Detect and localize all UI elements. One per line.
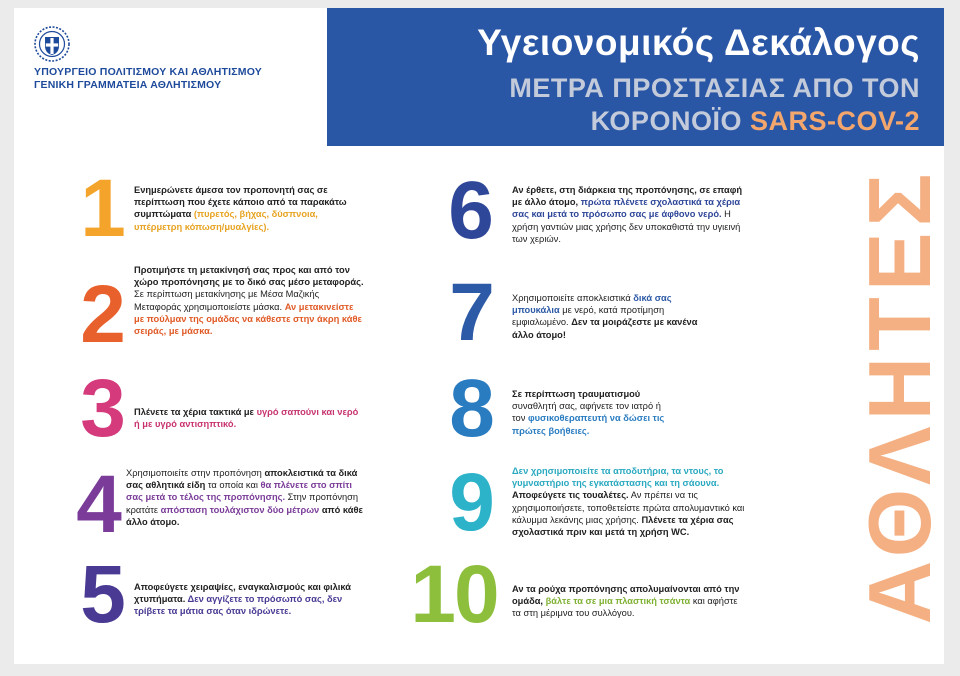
rule-number-8: 8 xyxy=(449,363,495,454)
rule-2-segment: Σε περίπτωση μετακίνησης με Μέσα Μαζικής Μεταφοράς χρησιμοποιείστε μάσκα. xyxy=(134,289,320,312)
rule-text-2 xyxy=(134,264,366,337)
rule-8-segment: φυσικοθεραπευτή να δώσει τις πρώτες βοήθειες. xyxy=(512,413,665,436)
rule-4-segment: αποκλειστικά τα δικά σας αθλητικά είδη xyxy=(126,468,358,491)
rule-number-4: 4 xyxy=(76,459,122,550)
subtitle-line-1: ΜΕΤΡΑ ΠΡΟΣΤΑΣΙΑΣ ΑΠΟ ΤΟΝ xyxy=(509,73,920,103)
rule-4-segment: Χρησιμοποιείτε στην προπόνηση xyxy=(126,468,265,478)
rule-7-segment: με νερό, κατά προτίμηση εμφιαλωμένο. xyxy=(512,305,665,328)
rule-6-segment: πρώτα πλένετε σχολαστικά τα χέρια σας και μετά το πρόσωπο σας με άφθονο νερό. xyxy=(512,197,741,220)
rule-4-segment: Στην προπόνηση κρατάτε xyxy=(126,492,359,515)
rule-text-4 xyxy=(126,467,370,528)
ministry-line-2: ΓΕΝΙΚΗ ΓΡΑΜΜΑΤΕΙΑ ΑΘΛΗΤΙΣΜΟΥ xyxy=(34,79,222,91)
rule-5-segment: Αποφεύγετε χειραψίες, εναγκαλισμούς και φιλικά χτυπήματα. xyxy=(134,582,351,605)
rule-5-segment: Δεν αγγίζετε το πρόσωπό σας, δεν τρίβετε τα μάτια σας όταν ιδρώνετε. xyxy=(134,594,343,617)
rule-3-segment: υγρό σαπούνι και νερό ή με υγρό αντισηπτικό. xyxy=(134,407,359,430)
rule-6-segment: Αν έρθετε, στη διάρκεια της προπόνησης, σε επαφή με άλλο άτομο, xyxy=(512,185,743,208)
rule-7-segment: δικά σας μπουκάλια xyxy=(512,293,672,316)
rule-4-segment: τα οποία και xyxy=(205,480,261,491)
rule-number-1: 1 xyxy=(80,163,126,254)
poster xyxy=(14,8,949,664)
rule-text-6 xyxy=(512,184,746,245)
rule-9-segment: Αν πρέπει να τις χρησιμοποιήσετε, τοποθετείστε πρώτα απολυμαντικό και κάλυμμα λεκάνης μιας χρήσης. xyxy=(512,490,745,525)
rule-number-6: 6 xyxy=(448,165,494,256)
rule-4-segment: απόσταση τουλάχιστον δύο μέτρων xyxy=(160,504,320,515)
rule-3-segment: Πλένετε τα χέρια τακτικά με xyxy=(134,407,257,417)
rule-text-8 xyxy=(512,388,668,437)
rule-number-10: 10 xyxy=(410,549,498,640)
rule-4-segment: θα πλένετε στο σπίτι σας μετά το τέλος της προπόνησης. xyxy=(126,480,352,503)
rule-8-segment: συναθλητή σας, αφήνετε τον ιατρό ή τον xyxy=(512,401,661,424)
poster-subtitle xyxy=(509,72,920,138)
rule-number-7: 7 xyxy=(449,267,495,358)
athletes-text: ΑΘΛΗΤΕΣ xyxy=(850,167,949,625)
rule-9-segment: Αποφεύγετε τις τουαλέτες. xyxy=(512,490,629,501)
rule-8-segment: Σε περίπτωση τραυματισμού xyxy=(512,389,641,399)
rule-1-segment: (πυρετός, βήχας, δύσπνοια, υπέρμετρη κόπωση/μυαλγίες). xyxy=(134,209,318,232)
rule-text-9 xyxy=(512,465,754,538)
subtitle-line-2-text: ΚΟΡΟΝΟΪΟ xyxy=(590,106,750,136)
ministry-line-1: ΥΠΟΥΡΓΕΙΟ ΠΟΛΙΤΙΣΜΟΥ ΚΑΙ ΑΘΛΗΤΙΣΜΟΥ xyxy=(34,66,262,78)
rule-number-5: 5 xyxy=(80,549,126,640)
title-banner xyxy=(327,8,944,146)
rule-number-3: 3 xyxy=(80,363,126,454)
rule-2-segment: Αν μετακινείστε με πούλμαν της ομάδας να κάθεστε στην άκρη κάθε σειράς, με μάσκα. xyxy=(134,301,362,337)
rule-number-9: 9 xyxy=(449,457,495,548)
rule-10-segment: Αν τα ρούχα προπόνησης απολυμαίνονται από την ομάδα, xyxy=(512,584,740,607)
rule-text-10 xyxy=(512,583,748,620)
rule-10-segment: και αφήστε τα στη μέριμνα του συλλόγου. xyxy=(512,596,738,619)
rule-9-segment: Πλένετε τα χέρια σας σχολαστικά πριν και μετά τη χρήση WC. xyxy=(512,514,734,538)
greek-emblem-icon xyxy=(34,26,70,62)
rule-text-5 xyxy=(134,581,364,618)
rule-4-segment: από κάθε άλλο άτομο. xyxy=(126,504,363,527)
rule-text-1 xyxy=(134,184,364,233)
rule-2-segment: Προτιμήστε τη μετακίνησή σας προς και από τον χώρο προπόνησης με το δικό σας μέσο μεταφοράς. xyxy=(134,265,364,288)
poster-title: Υγειονομικός Δεκάλογος xyxy=(477,22,920,63)
rule-text-7 xyxy=(512,292,708,341)
rule-1-segment: Ενημερώνετε άμεσα τον προπονητή σας σε περίπτωση που έχετε κάποιο από τα παρακάτω συμπτώματα xyxy=(134,185,347,220)
virus-name: SARS-COV-2 xyxy=(749,106,920,136)
rule-number-2: 2 xyxy=(80,269,126,360)
vertical-athletes-label xyxy=(850,167,949,625)
rule-7-segment: Δεν τα μοιράζεστε με κανένα άλλο άτομο! xyxy=(512,317,698,340)
rule-7-segment: Χρησιμοποιείτε αποκλειστικά xyxy=(512,293,634,303)
rule-10-segment: βάλτε τα σε μια πλαστική τσάντα xyxy=(545,596,691,607)
ministry-name xyxy=(34,66,262,92)
subtitle-line-2 xyxy=(509,105,920,138)
rule-text-3 xyxy=(134,406,364,430)
rule-9-segment: Δεν χρησιμοποιείτε τα αποδυτήρια, τα ντους, το γυμναστήριο της εγκατάστασης και τη σάουνα. xyxy=(512,466,724,489)
rule-6-segment: Η χρήση γαντιών μιας χρήσης δεν υποκαθιστά την υγιεινή των χεριών. xyxy=(512,209,741,244)
